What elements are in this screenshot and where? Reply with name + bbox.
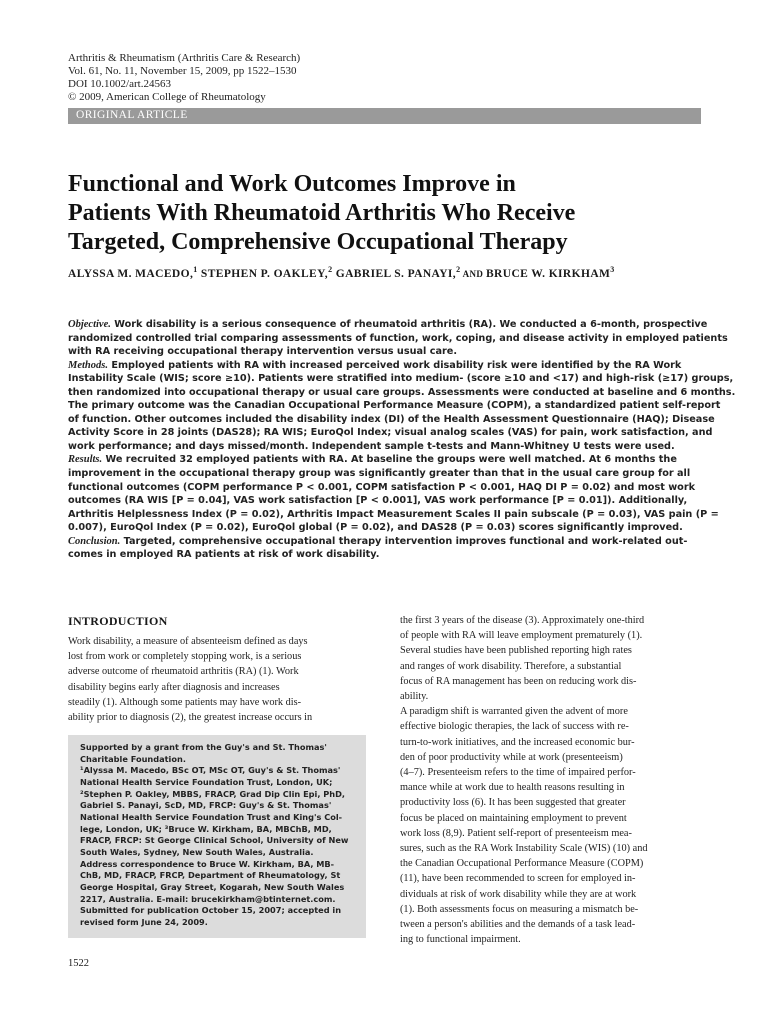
abstract-line: outcomes (RA WIS [P = 0.04], VAS work satisfaction [P < 0.001], VAS work performance [P = 0.01]). Additionally, xyxy=(68,495,688,507)
body-line: focus be placed on maintaining employment to prevent xyxy=(400,812,627,824)
author-name: STEPHEN P. OAKLEY, xyxy=(197,267,329,280)
footnote-box xyxy=(68,735,366,938)
abstract-conclusion-label: Conclusion. xyxy=(68,535,121,547)
body-line: (1). Both assessments focus on measuring a mismatch be- xyxy=(400,903,639,915)
journal-volume: Vol. 61, No. 11, November 15, 2009, pp 1522–1530 xyxy=(68,65,297,77)
author-affiliation: 3 xyxy=(610,265,615,274)
footnote-line: ¹Alyssa M. Macedo, BSc OT, MSc OT, Guy's & St. Thomas' xyxy=(80,765,341,776)
author-affiliation: 2 xyxy=(328,265,333,274)
abstract-line: comes in employed RA patients at risk of work disability. xyxy=(68,549,380,561)
abstract-line xyxy=(68,359,701,373)
body-line: A paradigm shift is warranted given the advent of more xyxy=(400,706,628,718)
abstract-line: Instability Scale (WIS; score ≥10). Patients were stratified into medium- (score ≥10 and <17) and high-risk (≥17) groups, xyxy=(68,373,734,385)
body-line: Several studies have been published reporting high rates xyxy=(400,645,632,657)
abstract-line: Activity Score in 28 joints (DAS28); RA WIS; EuroQol Index; visual analog scales (VAS) for pain, work satisfaction, and xyxy=(68,427,713,439)
body-line: productivity loss (6). It has been suggested that greater xyxy=(400,797,626,809)
abstract-line xyxy=(68,318,708,332)
body-line: sures, such as the RA Work Instability Scale (WIS) (10) and xyxy=(400,843,648,855)
body-line: den of poor productivity while at work (presenteeism) xyxy=(400,751,623,763)
abstract-line: work performance; and days missed/month. Independent sample t-tests and Mann-Whitney U tests were used. xyxy=(68,440,675,452)
body-line: focus of RA management has been on reducing work dis- xyxy=(400,675,637,687)
body-line: work loss (8,9). Patient self-report of presenteeism mea- xyxy=(400,827,632,839)
title-line: Patients With Rheumatoid Arthritis Who Receive xyxy=(68,200,576,226)
abstract-line-text: We recruited 32 employed patients with RA. At baseline the groups were well matched. At 6 months the xyxy=(102,454,677,466)
abstract-line: with RA receiving occupational therapy intervention versus usual care. xyxy=(68,346,458,358)
page-number: 1522 xyxy=(68,958,89,969)
journal-name: Arthritis & Rheumatism (Arthritis Care & Research) xyxy=(68,52,301,64)
footnote-line: Address correspondence to Bruce W. Kirkham, BA, MB- xyxy=(80,858,335,869)
body-line: turn-to-work initiatives, and the increased economic bur- xyxy=(400,736,635,748)
body-line: dividuals at risk of work disability while they are at work xyxy=(400,888,637,900)
author-conjunction: AND xyxy=(460,268,486,279)
body-line: tween a person's abilities and the demands of a task lead- xyxy=(400,919,636,931)
abstract-line: randomized controlled trial comparing assessments of function, work, coping, and disease activity in employed patients xyxy=(68,332,728,344)
body-line: the first 3 years of the disease (3). Approximately one-third xyxy=(400,615,645,626)
author-name: BRUCE W. KIRKHAM xyxy=(485,267,611,280)
abstract-line: Arthritis Helplessness Index (P = 0.02), Arthritis Impact Measurement Scales II pain subscale (P = 0.03), VAS pain (P = xyxy=(68,508,719,520)
footnote-line: FRACP, FRCP: St George Clinical School, University of New xyxy=(80,835,349,846)
abstract-methods-label: Methods. xyxy=(68,359,108,371)
body-line: of people with RA will leave employment prematurely (1). xyxy=(400,630,643,642)
body-line: Work disability, a measure of absenteeism defined as days xyxy=(68,636,308,647)
abstract-line-text: Work disability is a serious consequence of rheumatoid arthritis (RA). We conducted a 6-month, prospective xyxy=(110,319,708,330)
body-line: (4–7). Presenteeism refers to the time of impaired perfor- xyxy=(400,767,636,779)
abstract-line: of function. Other outcomes included the disability index (DI) of the Health Assessment Questionnaire (HAQ); Disease xyxy=(68,413,715,425)
abstract xyxy=(68,318,736,562)
journal-citation xyxy=(68,52,300,104)
body-line: mance while at work due to health reasons resulting in xyxy=(400,782,625,794)
body-line: ability. xyxy=(400,691,429,703)
abstract-line xyxy=(68,453,701,467)
footnote-line: Submitted for publication October 15, 2007; accepted in xyxy=(80,905,342,916)
left-column-text xyxy=(68,634,366,725)
abstract-line xyxy=(68,535,701,549)
author-list xyxy=(68,265,708,280)
journal-copyright: © 2009, American College of Rheumatology xyxy=(68,91,266,103)
body-line: lost from work or completely stopping work, is a serious xyxy=(68,651,302,663)
body-line: adverse outcome of rheumatoid arthritis (RA) (1). Work xyxy=(68,666,299,678)
footnote-text xyxy=(80,742,360,929)
footnote-line: Charitable Foundation. xyxy=(80,753,186,764)
article-type-bar xyxy=(68,108,701,124)
body-line: ing to functional impairment. xyxy=(400,934,521,946)
article-title xyxy=(68,170,708,257)
author-affiliation: 1 xyxy=(193,265,198,274)
abstract-line-text: Employed patients with RA with increased perceived work disability risk were identified by the RA Work xyxy=(107,359,682,371)
journal-doi: DOI 10.1002/art.24563 xyxy=(68,78,171,90)
right-column-text xyxy=(400,613,702,947)
abstract-results-label: Results. xyxy=(68,454,103,466)
abstract-line: then randomized into occupational therapy or usual care groups. Assessments were conducted at baseline and 6 months. xyxy=(68,386,736,398)
abstract-line-text: Targeted, comprehensive occupational therapy intervention improves functional and work-related out- xyxy=(120,535,688,547)
body-line: steadily (1). Although some patients may have work dis- xyxy=(68,696,302,708)
body-line: effective biologic therapies, the lack of success with re- xyxy=(400,721,629,733)
footnote-line: revised form June 24, 2009. xyxy=(80,916,208,927)
footnote-line: National Health Service Foundation Trust, London, UK; xyxy=(80,776,333,787)
footnote-line: George Hospital, Gray Street, Kogarah, New South Wales xyxy=(80,881,345,892)
abstract-line: improvement in the occupational therapy group was significantly greater than that in the usual care group for all xyxy=(68,468,691,480)
body-line: disability begins early after diagnosis and increases xyxy=(68,681,280,693)
author-name: ALYSSA M. MACEDO, xyxy=(68,267,194,280)
footnote-line: National Health Service Foundation Trust and King's Col- xyxy=(80,811,343,822)
footnote-line: lege, London, UK; ³Bruce W. Kirkham, BA, MBChB, MD, xyxy=(80,823,332,834)
abstract-objective-label: Objective. xyxy=(68,319,111,330)
body-line: and ranges of work disability. Therefore, a substantial xyxy=(400,660,622,672)
author-affiliation: 2 xyxy=(456,265,461,274)
title-line: Functional and Work Outcomes Improve in xyxy=(68,171,516,197)
abstract-line: The primary outcome was the Canadian Occupational Performance Measure (COPM), a standardized patient self-report xyxy=(68,400,721,412)
footnote-line: ChB, MD, FRACP, FRCP, Department of Rheumatology, St xyxy=(80,870,341,881)
body-line: ability prior to diagnosis (2), the greatest increase occurs in xyxy=(68,712,313,724)
footnote-line: South Wales, Sydney, New South Wales, Australia. xyxy=(80,846,314,857)
body-line: the Canadian Occupational Performance Measure (COPM) xyxy=(400,858,644,870)
title-line: Targeted, Comprehensive Occupational Therapy xyxy=(68,229,568,255)
footnote-line: Supported by a grant from the Guy's and St. Thomas' xyxy=(80,742,327,752)
author-name: GABRIEL S. PANAYI, xyxy=(332,267,457,280)
footnote-line: 2217, Australia. E-mail: brucekirkham@btinternet.com. xyxy=(80,893,336,904)
abstract-line: 0.007), EuroQol Index (P = 0.02), EuroQol global (P = 0.02), and DAS28 (P = 0.03) scores significantly improved. xyxy=(68,522,683,534)
footnote-line: Gabriel S. Panayi, ScD, MD, FRCP: Guy's & St. Thomas' xyxy=(80,800,332,811)
section-heading-introduction: INTRODUCTION xyxy=(68,614,168,628)
article-type-label: ORIGINAL ARTICLE xyxy=(76,109,188,121)
footnote-line: ²Stephen P. Oakley, MBBS, FRACP, Grad Dip Clin Epi, PhD, xyxy=(80,788,346,799)
body-line: (11), have been recommended to screen for employed in- xyxy=(400,873,636,885)
abstract-line: functional outcomes (COPM performance P < 0.001, COPM satisfaction P < 0.001, HAQ DI P = 0.02) and most work xyxy=(68,481,696,493)
